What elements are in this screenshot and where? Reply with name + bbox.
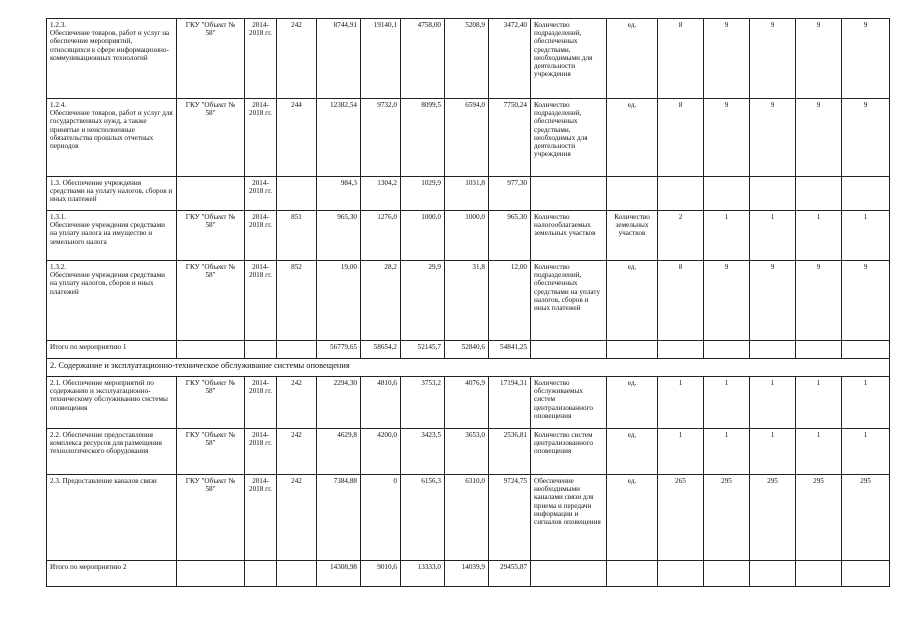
funding-value: 17194,31 [489,377,531,429]
target-value: 1 [842,429,890,475]
indicator-name: Количество подразделений, обеспеченных средствами на уплату налогов, сборов и иных платежей [531,261,607,341]
activity-name: 2.2. Обеспечение предоставления комплекса ресурсов для размещения технологического оборудования [47,429,177,475]
indicator-name: Количество подразделений, обеспеченных средствами, необходимых для деятельности учреждения [531,99,607,177]
target-value: 9 [796,261,842,341]
funding-value: 965,30 [317,211,361,261]
target-value: 9 [750,261,796,341]
funding-value: 4629,8 [317,429,361,475]
table-row [47,99,890,177]
indicator-name: Количество налогооблагаемых земельных участков [531,211,607,261]
target-value: 9 [704,99,750,177]
empty-cell [607,341,658,359]
target-value [842,177,890,211]
expense-code: 244 [277,99,317,177]
expense-code [277,177,317,211]
funding-value: 19140,1 [361,19,401,99]
indicator-name: Количество систем централизованного оповещения [531,429,607,475]
target-value: 9 [842,19,890,99]
funding-value: 7384,88 [317,475,361,561]
empty-cell [245,561,277,587]
empty-cell [750,341,796,359]
empty-cell [245,341,277,359]
empty-cell [607,561,658,587]
unit: ед. [607,475,658,561]
expense-code: 242 [277,19,317,99]
funding-value: 52145,7 [401,341,445,359]
empty-cell [531,341,607,359]
total-label: Итого по мероприятию 1 [47,341,177,359]
section-row [47,359,890,377]
funding-value: 13333,0 [401,561,445,587]
activity-name: 1.3.2. Обеспечение учреждения средствами на уплату налогов, сборов и иных платежей [47,261,177,341]
target-value: 1 [704,377,750,429]
target-value: 2 [658,211,704,261]
executor: ГКУ "Объект № 58" [177,261,245,341]
table-row [47,261,890,341]
period: 2014-2018 гг. [245,99,277,177]
target-value: 265 [658,475,704,561]
executor: ГКУ "Объект № 58" [177,475,245,561]
unit [607,177,658,211]
target-value: 1 [750,429,796,475]
funding-value: 2294,30 [317,377,361,429]
empty-cell [277,341,317,359]
executor [177,177,245,211]
empty-cell [750,561,796,587]
empty-cell [796,341,842,359]
funding-value: 3653,0 [445,429,489,475]
unit: ед. [607,261,658,341]
executor: ГКУ "Объект № 58" [177,99,245,177]
total-row [47,561,890,587]
target-value: 1 [704,429,750,475]
empty-cell [531,561,607,587]
funding-value: 31,8 [445,261,489,341]
funding-value: 12382,54 [317,99,361,177]
target-value: 1 [796,377,842,429]
target-value: 8 [658,19,704,99]
unit: ед. [607,99,658,177]
funding-value: 29455,87 [489,561,531,587]
period: 2014-2018 гг. [245,475,277,561]
activity-name: 1.3.1. Обеспечение учреждения средствами на уплату налога на имущество и земельного налога [47,211,177,261]
funding-value: 3423,5 [401,429,445,475]
activity-name: 1.2.4. Обеспечение товаров, работ и услуг для государственных нужд, а также принятые и неисполненные обязательства прошлых отчетных периодов [47,99,177,177]
funding-value: 984,3 [317,177,361,211]
activity-name: 1.3. Обеспечение учреждения средствами на уплату налогов, сборов и иных платежей [47,177,177,211]
expense-code: 852 [277,261,317,341]
funding-value: 52840,6 [445,341,489,359]
indicator-name: Количество обслуживаемых систем централизованного оповещения [531,377,607,429]
target-value: 8 [658,99,704,177]
funding-value: 28,2 [361,261,401,341]
period: 2014-2018 гг. [245,19,277,99]
funding-value: 3753,2 [401,377,445,429]
funding-value: 2536,81 [489,429,531,475]
target-value: 295 [750,475,796,561]
empty-cell [277,561,317,587]
target-value: 9 [842,99,890,177]
empty-cell [704,561,750,587]
empty-cell [796,561,842,587]
activity-name: 1.2.3. Обеспечение товаров, работ и услуг на обеспечение мероприятий, относящихся к сфере информационно-коммуникационных технологий [47,19,177,99]
indicator-name: Количество подразделений, обеспеченных средствами, необходимыми для деятельности учреждения [531,19,607,99]
expense-code: 242 [277,429,317,475]
funding-value: 5208,9 [445,19,489,99]
target-value: 9 [796,99,842,177]
executor: ГКУ "Объект № 58" [177,377,245,429]
funding-value: 7750,24 [489,99,531,177]
target-value: 295 [704,475,750,561]
funding-value: 0 [361,475,401,561]
indicator-name: Обеспечение необходимыми каналами связи для приема и передачи информации и сигналов оповещения [531,475,607,561]
target-value: 9 [796,19,842,99]
budget-table [46,18,890,587]
empty-cell [177,561,245,587]
funding-value: 1000,0 [445,211,489,261]
target-value [796,177,842,211]
funding-value: 1029,9 [401,177,445,211]
funding-value: 19,00 [317,261,361,341]
unit: ед. [607,429,658,475]
target-value: 1 [796,429,842,475]
funding-value: 4810,6 [361,377,401,429]
target-value [750,177,796,211]
target-value: 9 [842,261,890,341]
unit: Количество земельных участков [607,211,658,261]
funding-value: 1000,0 [401,211,445,261]
funding-value: 58654,2 [361,341,401,359]
target-value: 1 [750,377,796,429]
target-value: 1 [658,429,704,475]
activity-name: 2.1. Обеспечение мероприятий по содержанию и эксплуатационно-техническому обслуживанию системы оповещения [47,377,177,429]
table-row [47,475,890,561]
empty-cell [658,341,704,359]
period: 2014-2018 гг. [245,377,277,429]
table-row [47,211,890,261]
funding-value: 8099,5 [401,99,445,177]
funding-value: 9724,75 [489,475,531,561]
target-value: 9 [704,261,750,341]
executor: ГКУ "Объект № 58" [177,211,245,261]
funding-value: 1304,2 [361,177,401,211]
funding-value: 1031,8 [445,177,489,211]
expense-code: 242 [277,475,317,561]
funding-value: 9010,6 [361,561,401,587]
empty-cell [704,341,750,359]
target-value: 295 [842,475,890,561]
period: 2014-2018 гг. [245,211,277,261]
funding-value: 965,30 [489,211,531,261]
table-row [47,19,890,99]
funding-value: 3472,40 [489,19,531,99]
funding-value: 29,9 [401,261,445,341]
target-value: 1 [796,211,842,261]
period: 2014-2018 гг. [245,429,277,475]
expense-code: 242 [277,377,317,429]
indicator-name [531,177,607,211]
target-value [658,177,704,211]
target-value: 295 [796,475,842,561]
funding-value: 4758,00 [401,19,445,99]
total-label: Итого по мероприятию 2 [47,561,177,587]
activity-name: 2.3. Предоставление каналов связи [47,475,177,561]
funding-value: 9732,0 [361,99,401,177]
empty-cell [842,561,890,587]
unit: ед. [607,19,658,99]
period: 2014-2018 гг. [245,261,277,341]
target-value: 1 [842,211,890,261]
expense-code: 851 [277,211,317,261]
target-value: 9 [704,19,750,99]
funding-value: 1276,0 [361,211,401,261]
total-row [47,341,890,359]
target-value: 1 [750,211,796,261]
target-value: 9 [750,99,796,177]
funding-value: 977,30 [489,177,531,211]
funding-value: 6310,0 [445,475,489,561]
target-value: 1 [658,377,704,429]
empty-cell [177,341,245,359]
funding-value: 4076,9 [445,377,489,429]
funding-value: 56779,65 [317,341,361,359]
funding-value: 54841,25 [489,341,531,359]
funding-value: 6156,3 [401,475,445,561]
period: 2014-2018 гг. [245,177,277,211]
funding-value: 4200,0 [361,429,401,475]
funding-value: 8744,91 [317,19,361,99]
target-value: 8 [658,261,704,341]
unit: ед. [607,377,658,429]
executor: ГКУ "Объект № 58" [177,19,245,99]
empty-cell [842,341,890,359]
funding-value: 14308,98 [317,561,361,587]
target-value: 9 [750,19,796,99]
table-row [47,377,890,429]
section-title: 2. Содержание и эксплуатационно-техническое обслуживание системы оповещения [47,359,890,377]
executor: ГКУ "Объект № 58" [177,429,245,475]
funding-value: 6594,0 [445,99,489,177]
table-row [47,429,890,475]
target-value [704,177,750,211]
funding-value: 14039,9 [445,561,489,587]
target-value: 1 [704,211,750,261]
target-value: 1 [842,377,890,429]
funding-value: 12,00 [489,261,531,341]
table-row [47,177,890,211]
empty-cell [658,561,704,587]
